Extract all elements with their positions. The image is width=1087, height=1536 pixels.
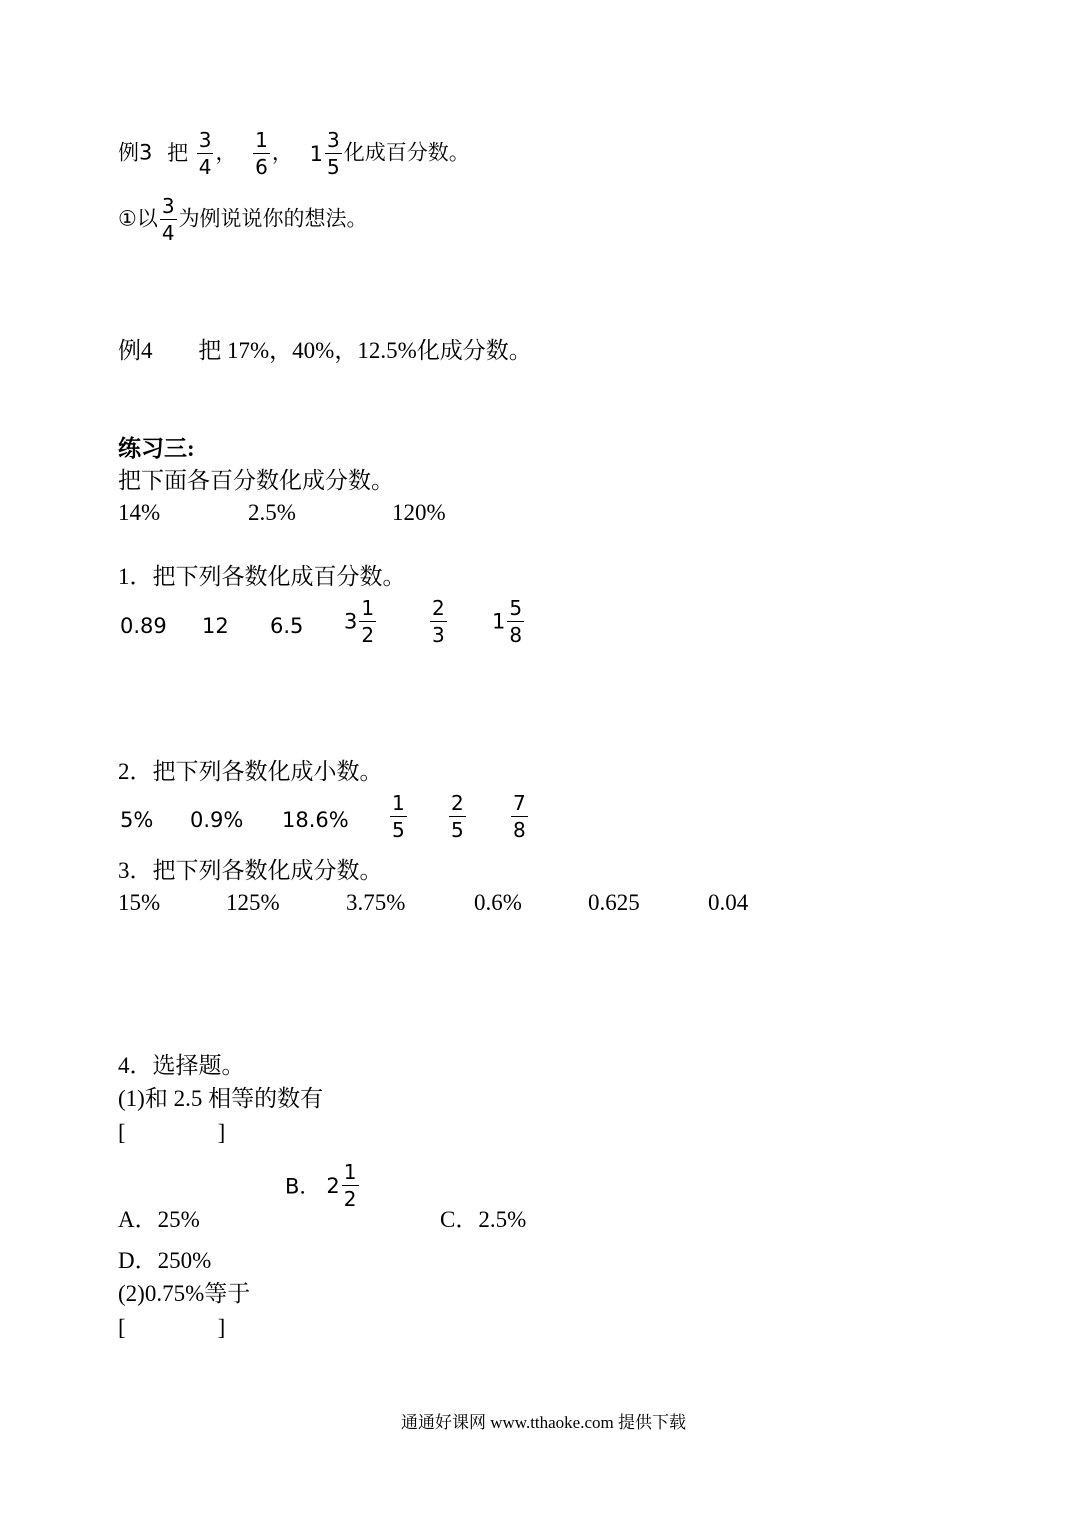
question-prefix: ①以 (118, 206, 158, 231)
question-4-title: 4．选择题。 (118, 1053, 245, 1078)
practice-intro-item: 120% (392, 500, 446, 525)
q2-fraction: $\frac{1}{5}$ (392, 791, 405, 842)
footer: 通通好课网 www.tthaoke.com 提供下载 (400, 1413, 687, 1432)
example-3-question (118, 196, 368, 243)
q1-item: 6.5 (270, 614, 304, 638)
q1-item: 0.89 (120, 614, 167, 638)
question-4-part-1: (1)和 2.5 相等的数有 (118, 1086, 324, 1111)
fraction: $\frac{3}{5}$ (326, 128, 340, 179)
q2-fraction: $\frac{7}{8}$ (513, 791, 526, 842)
q2-item: 5% (120, 808, 154, 832)
question-3-title: 3．把下列各数化成分数。 (118, 858, 383, 883)
q1-item: 12 (202, 614, 229, 638)
example-3-verb: 把 (167, 140, 189, 165)
example-3-tail: 化成百分数。 (343, 140, 470, 165)
option-d: D．250% (118, 1248, 212, 1273)
q3-item: 0.625 (588, 890, 640, 915)
separator: ， (215, 140, 237, 165)
q3-item: 125% (226, 890, 280, 915)
question-4-part-2: (2)0.75%等于 (118, 1281, 251, 1306)
example-4-label: 例4 (118, 338, 153, 363)
q2-item: 0.9% (190, 808, 244, 832)
q3-item: 3.75% (346, 890, 406, 915)
q3-item: 0.6% (474, 890, 522, 915)
option-c: C．2.5% (440, 1207, 527, 1232)
q1-mixed-fraction: 3 $\frac{1}{2}$ (344, 596, 375, 647)
practice-intro-item: 2.5% (248, 500, 296, 525)
q3-item: 15% (118, 890, 161, 915)
question-1-title: 1．把下列各数化成百分数。 (118, 564, 406, 589)
fraction: $\frac{3}{4}$ (198, 128, 212, 179)
example-4-text: 把 17%，40%，12.5%化成分数。 (198, 338, 532, 363)
fraction: $\frac{3}{4}$ (161, 194, 175, 245)
q2-item: 18.6% (282, 808, 349, 832)
example-3-line (118, 130, 470, 177)
practice-intro-item: 14% (118, 500, 161, 525)
q2-fraction: $\frac{2}{5}$ (451, 791, 464, 842)
example-3-label: 例3 (118, 140, 153, 165)
answer-bracket: [ ] (118, 1315, 226, 1340)
example-4-line (118, 336, 532, 366)
q1-mixed-fraction: 1 $\frac{5}{8}$ (492, 596, 523, 647)
question-suffix: 为例说说你的想法。 (178, 206, 368, 231)
separator: ， (271, 140, 293, 165)
fraction: $\frac{1}{6}$ (255, 128, 268, 179)
practice-title: 练习三: (118, 436, 195, 461)
q1-fraction: $\frac{2}{3}$ (432, 596, 445, 647)
answer-bracket: [ ] (118, 1120, 226, 1145)
q3-item: 0.04 (708, 890, 749, 915)
option-b: B． 2 $\frac{1}{2}$ (285, 1160, 357, 1211)
option-a: A．25% (118, 1207, 200, 1232)
mixed-whole: 1 (309, 141, 323, 166)
question-2-title: 2．把下列各数化成小数。 (118, 759, 383, 784)
practice-intro: 把下面各百分数化成分数。 (118, 468, 394, 493)
